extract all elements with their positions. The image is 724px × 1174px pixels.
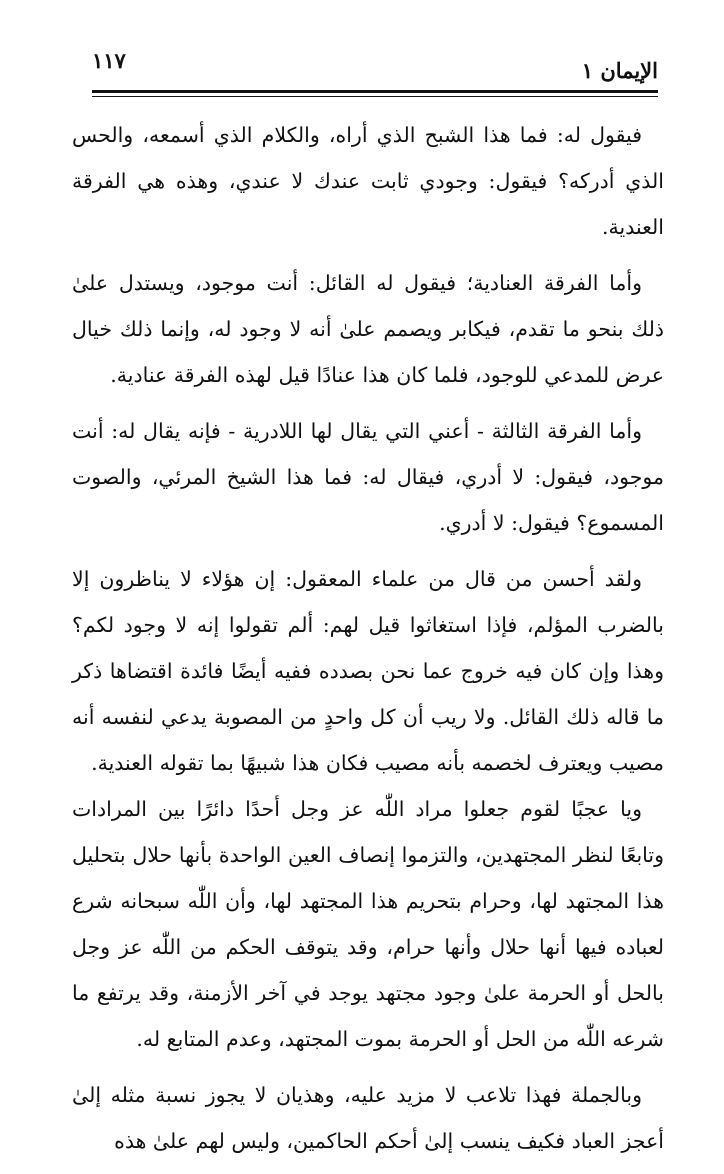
running-title: الإيمان ١ [581,58,658,83]
paragraph-3: وأما الفرقة الثالثة - أعني التي يقال لها اللادرية - فإنه يقال له: أنت موجود، فيقول: لا أدري، فيقال له: فما هذا الشيخ المرئي، والصوت المسموع؟ فيقول: لا أدري. [72,419,664,535]
paragraph-4: ولقد أحسن من قال من علماء المعقول: إن هؤلاء لا يناظرون إلا بالضرب المؤلم، فإذا استغاثوا قيل لهم: ألم تقولوا إنه لا وجود لكم؟ وهذا وإن كان فيه خروج عما نحن بصدده ففيه أيضًا فائدة اقتضاها ذكر ما قاله ذلك القائل. ولا ريب أن كل واحدٍ من المصوبة يدعي لنفسه أنه مصيب ويعترف لخصمه بأنه مصيب فكان هذا شبيهًا بما تقوله العندية. [72,567,664,775]
paragraph-6: وبالجملة فهذا تلاعب لا مزيد عليه، وهذيان لا يجوز نسبة مثله إلىٰ أعجز العباد فكيف ينسب إلىٰ أحكم الحاكمين، وليس لهم علىٰ هذه [72,1083,664,1153]
header-rule-thick [92,90,658,93]
header-rule-thin [92,96,658,97]
paragraph-1: فيقول له: فما هذا الشبح الذي أراه، والكلام الذي أسمعه، والحس الذي أدركه؟ فيقول: وجودي ثابت عندك لا عندي، وهذه هي الفرقة العندية. [72,123,664,239]
page-header [92,44,658,88]
paragraph-2: وأما الفرقة العنادية؛ فيقول له القائل: أنت موجود، ويستدل علىٰ ذلك بنحو ما تقدم، فيكابر ويصمم علىٰ أنه لا وجود له، وإنما ذلك خيال عرض للمدعي للوجود، فلما كان هذا عنادًا قيل لهذه الفرقة عنادية. [72,271,664,387]
page-number: ١١٧ [92,48,126,73]
paragraph-5: ويا عجبًا لقوم جعلوا مراد اللّٰه عز وجل أحدًا دائرًا بين المرادات وتابعًا لنظر المجتهدين، والتزموا إنصاف العين الواحدة بأنها حلال بتحليل هذا المجتهد لها، وحرام بتحريم هذا المجتهد لها، وأن اللّٰه سبحانه شرع لعباده فيها أنها حلال وأنها حرام، وقد يتوقف الحكم من اللّٰه عز وجل بالحل أو الحرمة علىٰ وجود مجتهد يوجد في آخر الأزمنة، وقد يرتفع ما شرعه اللّٰه من الحل أو الحرمة بموت المجتهد، وعدم المتابع له. [72,797,664,1051]
body-text [72,112,664,1174]
